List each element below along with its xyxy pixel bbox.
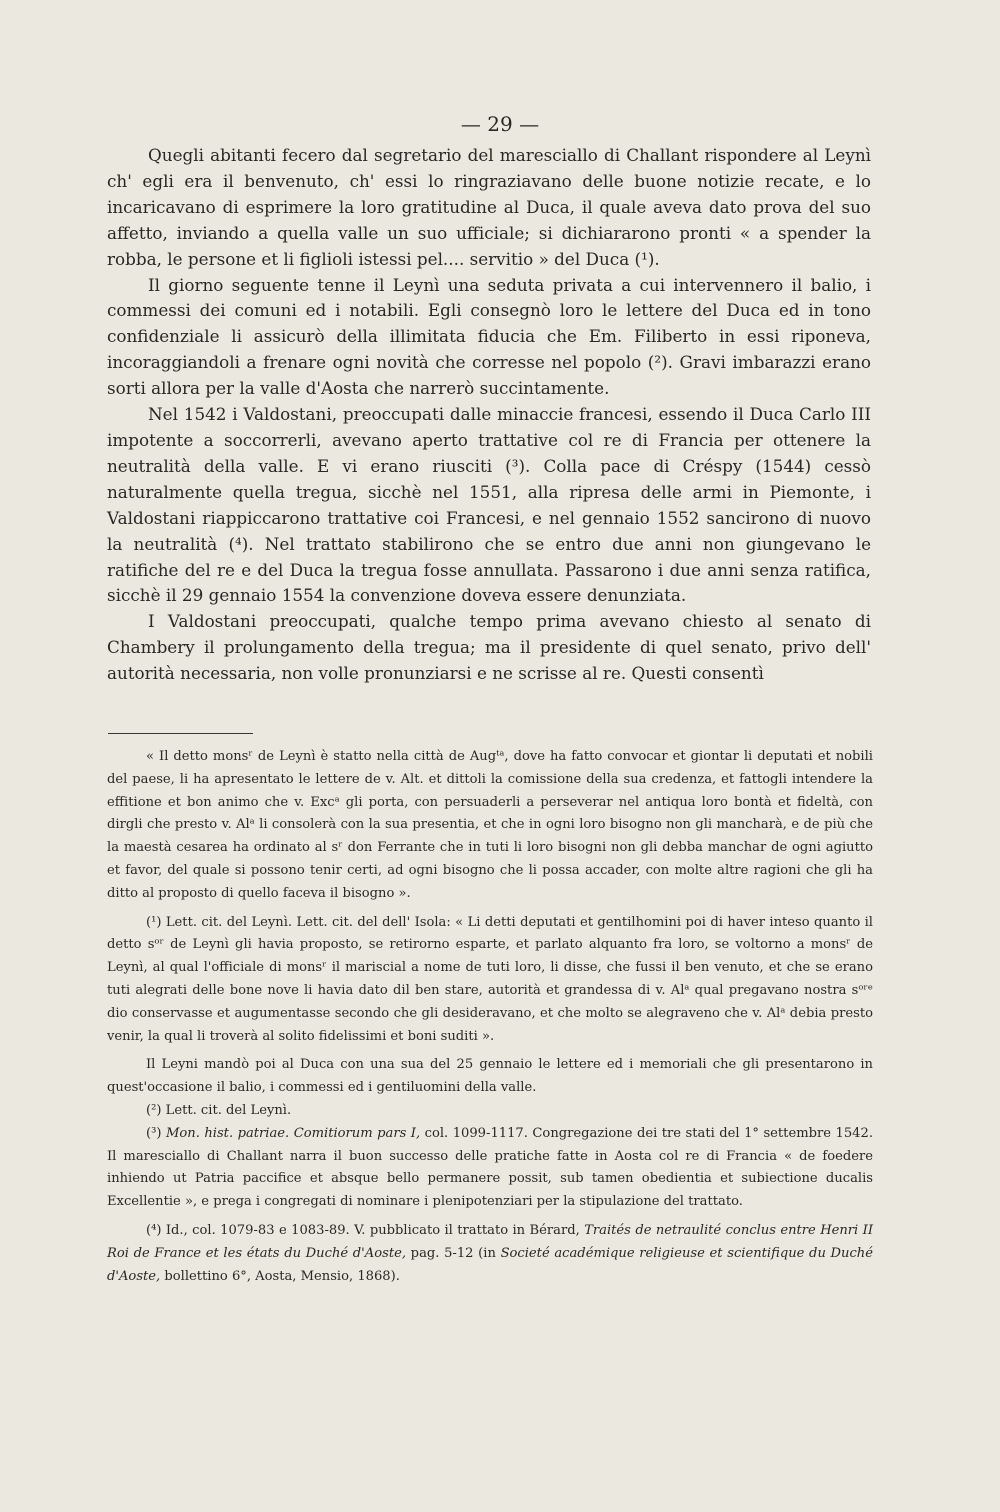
footnote-text: (⁴) Id., col. 1079-83 e 1083-89. V. pubblicato il trattato in Bérard, [146,1222,585,1238]
footnote-divider [108,733,253,734]
main-text [107,143,871,687]
footnotes [107,746,873,1288]
footnote-1: (¹) Lett. cit. del Leynì. Lett. cit. del dell' Isola: « Li detti deputati et gentilhomini poi di haver inteso quanto il detto sᵒʳ de Leynì gli havia proposto, se retirorno esparte, et parlato alquanto fra loro, se voltorno a monsʳ de Leynì, al qual l'officiale di monsʳ il mariscial a nome de tuti loro, li disse, che fussi il ben venuto, et che se erano tuti alegrati delle bone nove li havia dato dil ben stare, autorità et grandessa di v. Alᵃ qual pregavano nostra sᵒʳᵉ dio conservasse et augumentasse secondo che gli desideravano, et che molto se alegraveno che v. Alᵃ debia presto venir, la qual li troverà al solito fidelissimi et boni suditi ». [107,914,873,1044]
footnote-text: col. 1099-1117. Congregazione dei tre stati del 1° settembre 1542. Il maresciallo di Challant narra il buon successo delle pratiche fatte in Aosta col re di Francia « de foedere inhiendo ut Patria paccifice et absque bello permanere possit, sub tamen obedientia et subiectione ducalis Excellentie », e prega i congregati di nominare i plenipotenziari per la stipulazione del trattato. [107,1125,873,1210]
citation-title: Traités de netraulité conclus entre Henri II Roi de France et les états du Duché d'Aoste, [107,1222,873,1261]
paragraph: I Valdostani preoccupati, qualche tempo prima avevano chiesto al senato di Chambery il prolungamento della tregua; ma il presidente di quel senato, privo dell' autorità necessaria, non volle pronunziarsi e ne scrisse al re. Questi consentì [107,611,871,684]
footnote-4 [107,1220,873,1288]
footnote-marker: (³) [146,1125,166,1141]
footnote-2: (²) Lett. cit. del Leynì. [146,1102,292,1118]
footnote-1-continuation: Il Leyni mandò poi al Duca con una sua del 25 gennaio le lettere ed i memoriali che gli presentarono in quest'occasione il balio, i commessi ed i gentiluomini della valle. [107,1057,873,1096]
footnote-text: bollettino 6°, Aosta, Mensio, 1868). [160,1268,400,1284]
paragraph: Nel 1542 i Valdostani, preoccupati dalle minaccie francesi, essendo il Duca Carlo III impotente a soccorrerli, avevano aperto trattative col re di Francia per ottenere la neutralità della valle. E vi erano riusciti (³). Colla pace di Créspy (1544) cessò naturalmente quella tregua, sicchè nel 1551, alla ripresa delle armi in Piemonte, i Valdostani riappiccarono trattative coi Francesi, e nel gennaio 1552 sancirono di nuovo la neutralità (⁴). Nel trattato stabilirono che se entro due anni non giungevano le ratifiche del re e del Duca la tregua fosse annullata. Passarono i due anni senza ratifica, sicchè il 29 gennaio 1554 la convenzione doveva essere denunziata. [107,404,871,606]
footnote-3 [107,1123,873,1214]
citation-title: Mon. hist. patriae. Comitiorum pars I, [165,1125,421,1141]
footnote-continuation: « Il detto monsʳ de Leynì è statto nella città de Augᵗᵃ, dove ha fatto convocar et giontar li deputati et nobili del paese, li ha apresentato le lettere de v. Alt. et dittoli la comissione della sua credenza, et fattogli intendere la effitione et bon animo che v. Excᵃ gli porta, con persuaderli a perseverar nel antiqua loro bontà et fideltà, con dirgli che presto v. Alᵃ li consolerà con la sua presentia, et che in ogni loro bisogno non gli mancharà, e de più che la maestà cesarea ha ordinato al sʳ don Ferrante che in tuti li loro bisogni non gli debba manchar de ogni agiutto et favor, del quale si possono tenir certi, ad ogni bisogno che li possa accader, con molte altre ragioni che gli ha ditto al proposto di quello faceva il bisogno ». [107,749,873,901]
paragraph: Quegli abitanti fecero dal segretario del maresciallo di Challant rispondere al Leynì ch' egli era il benvenuto, ch' essi lo ringraziavano delle buone notizie recate, e lo incaricavano di esprimere la loro gratitudine al Duca, il quale aveva dato prova del suo affetto, inviando a quella valle un suo ufficiale; si dichiararono pronti « a spender la robba, le persone et li figlioli istessi pel.... servitio » del Duca (¹). [107,145,871,269]
page-number: — 29 — [460,112,540,136]
paragraph: Il giorno seguente tenne il Leynì una seduta privata a cui intervennero il balio, i commessi dei comuni ed i notabili. Egli consegnò loro le lettere del Duca ed in tono confidenziale li assicurò della illimitata fiducia che Em. Filiberto in essi riponeva, incoraggiandoli a frenare ogni novità che corresse nel popolo (²). Gravi imbarazzi erano sorti allora per la valle d'Aosta che narrerò succintamente. [107,274,871,399]
footnote-text: pag. 5-12 (in [406,1245,501,1261]
citation-title: Societé académique religieuse et scientifique du Duché d'Aoste, [107,1245,873,1284]
